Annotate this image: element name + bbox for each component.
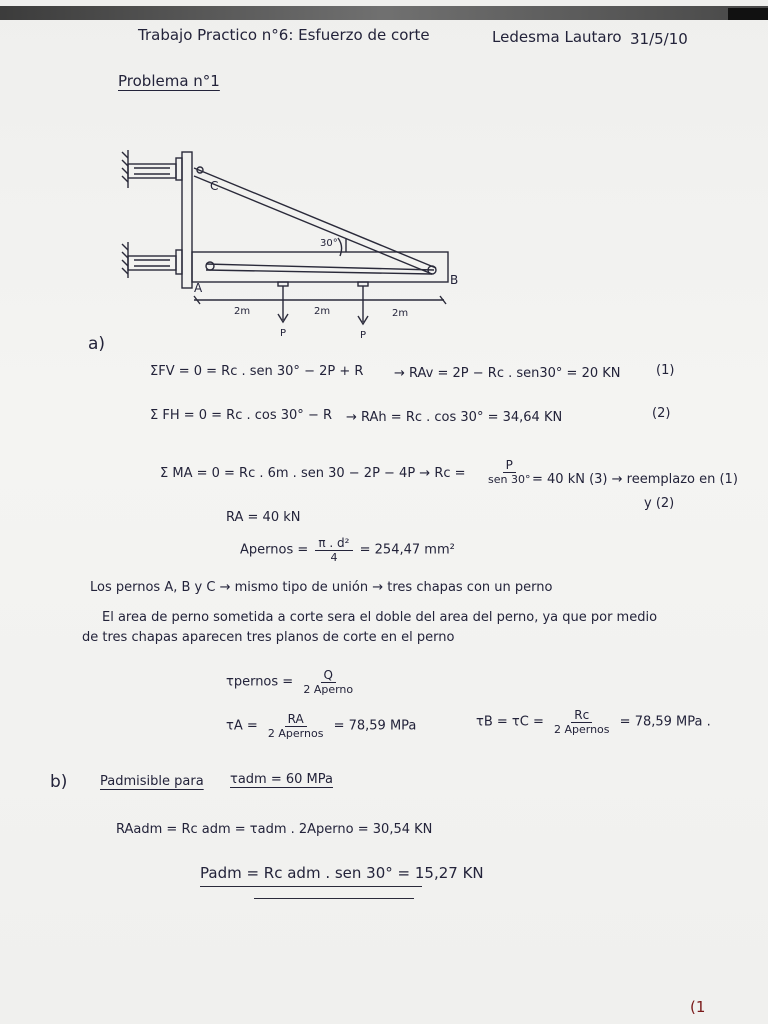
admissible-load-result: Padm = Rc adm . sen 30° = 15,27 KN <box>200 864 484 882</box>
wall-support-top <box>122 150 176 188</box>
text-line-1: Los pernos A, B y C → mismo tipo de unión → tres chapas con un perno <box>90 580 553 595</box>
taub-denominator: 2 Apernos <box>553 723 610 736</box>
equation-moment-result: = 40 kN (3) → reemplazo en (1) <box>532 472 738 487</box>
tie-rod-cb <box>194 168 436 268</box>
part-a-label: a) <box>88 334 106 354</box>
taua-result: = 78,59 MPa <box>333 718 417 734</box>
problem-title: Problema n°1 <box>118 72 220 90</box>
admissible-load-heading: Padmisible para <box>100 774 204 789</box>
taua-denominator: 2 Apernos <box>267 727 324 740</box>
part-b-label: b) <box>50 772 68 792</box>
equation-vertical-result: → RAv = 2P − Rc . sen30° = 20 KN <box>394 366 621 381</box>
area-formula <box>240 536 455 564</box>
shear-stress-b-c <box>476 708 711 736</box>
result-underline-2 <box>254 898 414 899</box>
equation-horizontal-sum: Σ FH = 0 = Rc . cos 30° − R <box>150 408 332 423</box>
area-lhs: Apernos = <box>240 542 309 558</box>
tau-numerator: Q <box>321 668 336 683</box>
equation-vertical-sum: ΣFV = 0 = Rc . sen 30° − 2P + R <box>150 364 364 379</box>
wall-support-bottom <box>122 242 176 278</box>
equation-moment-fraction <box>482 458 536 486</box>
moment-denominator: sen 30° <box>488 473 531 486</box>
result-underline-1 <box>200 886 422 887</box>
taua-numerator: RA <box>285 712 307 727</box>
reaction-a: RA = 40 kN <box>226 510 301 525</box>
admissible-stress: τadm = 60 MPa <box>230 772 333 787</box>
taua-lhs: τA = <box>226 718 258 734</box>
label-a: A <box>194 281 203 295</box>
angle-label: 30° <box>320 238 338 249</box>
dim-label-3: 2m <box>392 308 409 319</box>
tau-denominator: 2 Aperno <box>303 683 354 696</box>
label-b: B <box>450 273 459 287</box>
pin-a <box>206 262 214 270</box>
structure-diagram <box>110 140 470 350</box>
assignment-title: Trabajo Practico n°6: Esfuerzo de corte <box>138 26 430 44</box>
equation-moment-tail: y (2) <box>644 496 675 511</box>
scan-corner-shadow <box>728 8 768 20</box>
taub-numerator: Rc <box>571 708 592 723</box>
tau-lhs: τpernos = <box>226 674 294 690</box>
author-name: Ledesma Lautaro <box>492 28 622 46</box>
date: 31/5/10 <box>630 30 688 48</box>
area-result: = 254,47 mm² <box>359 542 455 558</box>
label-c: C <box>210 179 219 193</box>
admissible-reaction: RAadm = Rc adm = τadm . 2Aperno = 30,54 KN <box>116 822 433 837</box>
shear-stress-formula <box>226 668 359 696</box>
load-label-1: P <box>280 328 287 339</box>
vertical-column <box>182 152 192 288</box>
moment-numerator: P <box>503 458 516 473</box>
scan-top-edge <box>0 6 768 20</box>
equation-horizontal-result: → RAh = Rc . cos 30° = 34,64 KN <box>346 410 563 425</box>
text-line-3: de tres chapas aparecen tres planos de corte en el perno <box>82 630 455 645</box>
text-line-2: El area de perno sometida a corte sera el doble del area del perno, ya que por medio <box>102 610 658 625</box>
taub-result: = 78,59 MPa . <box>619 714 711 730</box>
dim-label-2: 2m <box>314 306 331 317</box>
area-numerator: π . d² <box>315 536 352 551</box>
equation-number-1: (1) <box>656 363 675 378</box>
dim-label-1: 2m <box>234 306 251 317</box>
shear-stress-a <box>226 712 416 740</box>
equation-number-2: (2) <box>652 406 671 421</box>
taub-lhs: τB = τC = <box>476 714 544 730</box>
load-label-2: P <box>360 330 367 341</box>
page-number: (1 <box>690 998 706 1016</box>
area-denominator: 4 <box>330 551 338 564</box>
equation-moment-sum: Σ MA = 0 = Rc . 6m . sen 30 − 2P − 4P → Rc = <box>160 466 466 481</box>
